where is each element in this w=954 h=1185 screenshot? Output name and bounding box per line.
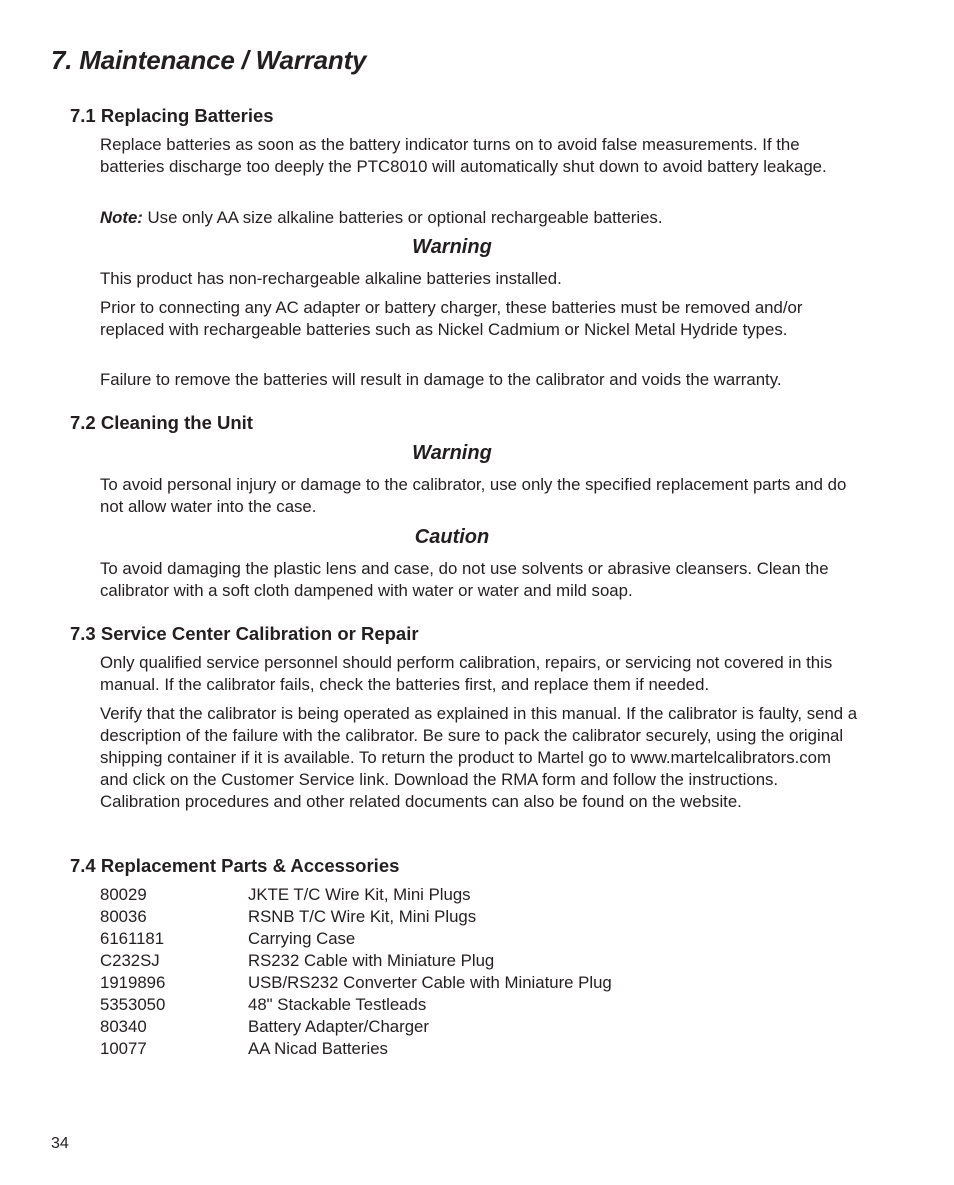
paragraph-cleaning-warning: To avoid personal injury or damage to the calibrator, use only the specified replacement parts and do not allow water into the case. [100, 475, 847, 516]
paragraph-alkaline-installed: This product has non-rechargeable alkaline batteries installed. [100, 269, 562, 288]
paragraph-warranty-void: Failure to remove the batteries will result in damage to the calibrator and voids the warranty. [100, 370, 782, 389]
part-number: 5353050 [100, 995, 166, 1014]
part-number: 80036 [100, 907, 147, 926]
paragraph-qualified-personnel: Only qualified service personnel should perform calibration, repairs, or servicing not covered in this manual. If the calibrator fails, check the batteries first, and replace them if needed. [100, 653, 833, 694]
caution-heading: Caution [414, 526, 490, 548]
part-description: RS232 Cable with Miniature Plug [248, 951, 495, 970]
list-item [100, 994, 612, 1016]
list-item [100, 906, 612, 928]
part-description: Battery Adapter/Charger [248, 1017, 429, 1036]
section-heading-cleaning: 7.2 Cleaning the Unit [70, 412, 253, 433]
section-heading-replacement-parts: 7.4 Replacement Parts & Accessories [70, 855, 400, 876]
note-paragraph [100, 207, 860, 229]
part-description: USB/RS232 Converter Cable with Miniature Plug [248, 973, 612, 992]
part-description: AA Nicad Batteries [248, 1039, 388, 1058]
list-item [100, 1016, 612, 1038]
paragraph-return-instructions: Verify that the calibrator is being operated as explained in this manual. If the calibrator is faulty, send a description of the failure with the calibrator. Be sure to pack the calibrator securely, using the original shipping container if it is available. To return the product to Martel go to www.martelcalibrators.com and click on the Customer Service link. Download the RMA form and follow the instructions. Calibration procedures and other related documents can also be found on the website. [100, 704, 858, 811]
note-label: Note: [100, 208, 143, 227]
list-item [100, 972, 612, 994]
part-number: 6161181 [100, 929, 165, 948]
part-description: RSNB T/C Wire Kit, Mini Plugs [248, 907, 477, 926]
part-description: 48" Stackable Testleads [248, 995, 427, 1014]
warning-heading-cleaning: Warning [412, 442, 492, 464]
part-number: 80340 [100, 1017, 147, 1036]
note-text: Use only AA size alkaline batteries or optional rechargeable batteries. [142, 208, 663, 227]
paragraph-battery-replacement: Replace batteries as soon as the battery indicator turns on to avoid false measurements. If the batteries discharge too deeply the PTC8010 will automatically shut down to avoid battery leakage. [100, 135, 827, 176]
list-item [100, 1038, 612, 1060]
list-item [100, 928, 612, 950]
list-item [100, 950, 612, 972]
section-heading-service-center: 7.3 Service Center Calibration or Repair [70, 623, 419, 644]
page-number: 34 [51, 1135, 69, 1152]
paragraph-adapter-warning: Prior to connecting any AC adapter or battery charger, these batteries must be removed and/or replaced with rechargeable batteries such as Nickel Cadmium or Nickel Metal Hydride types. [100, 298, 803, 339]
paragraph-cleaning-caution: To avoid damaging the plastic lens and case, do not use solvents or abrasive cleansers. Clean the calibrator with a soft cloth dampened with water or water and mild soap. [100, 559, 829, 600]
part-number: 80029 [100, 885, 147, 904]
part-description: Carrying Case [248, 929, 356, 948]
part-description: JKTE T/C Wire Kit, Mini Plugs [248, 885, 471, 904]
page-title: 7. Maintenance / Warranty [51, 45, 367, 75]
part-number: C232SJ [100, 951, 160, 970]
warning-heading-batteries: Warning [412, 236, 492, 258]
part-number: 10077 [100, 1039, 147, 1058]
part-number: 1919896 [100, 973, 166, 992]
list-item [100, 884, 612, 906]
parts-list [100, 884, 612, 1060]
section-heading-replacing-batteries: 7.1 Replacing Batteries [70, 105, 274, 126]
